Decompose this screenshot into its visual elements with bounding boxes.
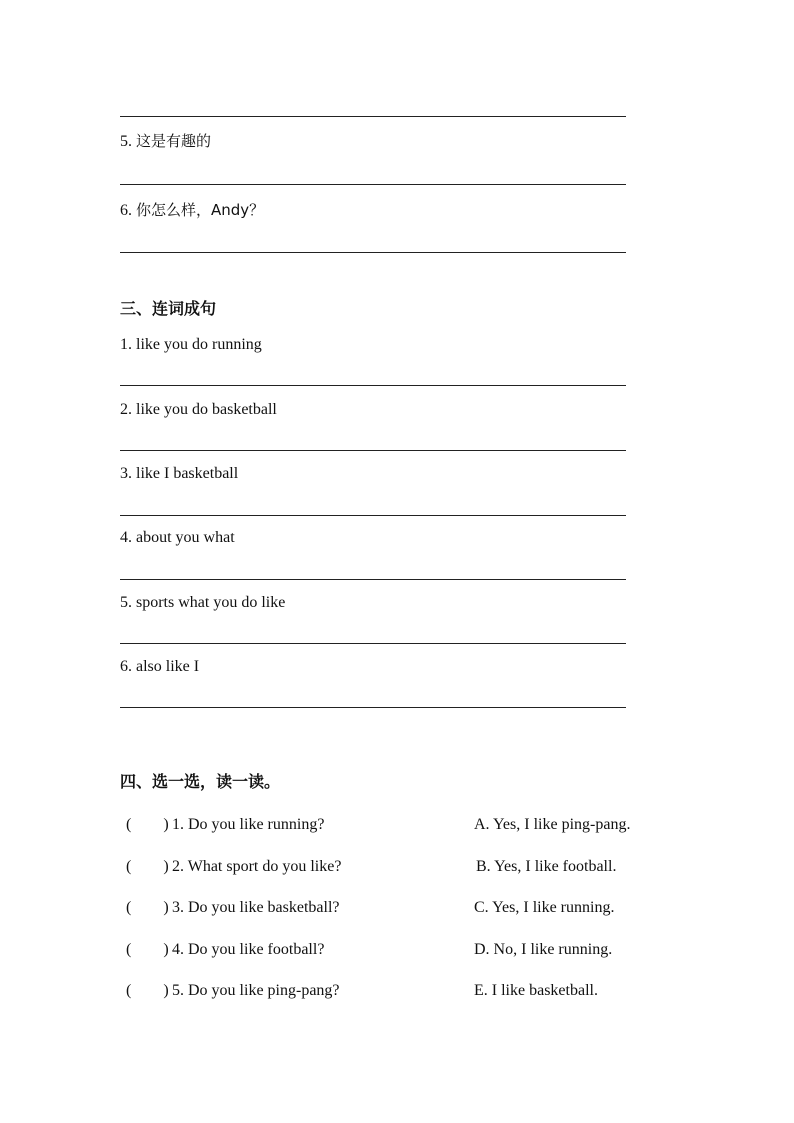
word-order-item-3: 3. like I basketball bbox=[120, 465, 239, 482]
section-4-title: 四、选一选，读一读。 bbox=[120, 772, 281, 791]
answer-blank[interactable]: ( ) bbox=[126, 858, 169, 875]
answer-blank[interactable]: ( ) bbox=[126, 816, 169, 833]
match-answer-d: D. No, I like running. bbox=[474, 941, 613, 958]
translate-item-6: 6. 你怎么样，Andy？ bbox=[120, 201, 265, 219]
answer-line[interactable] bbox=[120, 116, 626, 117]
answer-line[interactable] bbox=[120, 579, 626, 580]
word-order-item-4: 4. about you what bbox=[120, 529, 235, 546]
answer-line[interactable] bbox=[120, 707, 626, 708]
answer-line[interactable] bbox=[120, 385, 626, 386]
answer-line[interactable] bbox=[120, 515, 626, 516]
translate-item-5: 5. 这是有趣的 bbox=[120, 132, 212, 150]
match-answer-e: E. I like basketball. bbox=[474, 982, 598, 999]
match-question-2: 2. What sport do you like? bbox=[172, 858, 342, 875]
answer-line[interactable] bbox=[120, 252, 626, 253]
match-question-5: 5. Do you like ping-pang? bbox=[172, 982, 340, 999]
word-order-item-1: 1. like you do running bbox=[120, 336, 262, 353]
answer-blank[interactable]: ( ) bbox=[126, 899, 169, 916]
section-3-title: 三、连词成句 bbox=[120, 299, 217, 318]
answer-line[interactable] bbox=[120, 450, 626, 451]
word-order-item-5: 5. sports what you do like bbox=[120, 594, 286, 611]
match-answer-c: C. Yes, I like running. bbox=[474, 899, 615, 916]
word-order-item-2: 2. like you do basketball bbox=[120, 401, 277, 418]
answer-blank[interactable]: ( ) bbox=[126, 982, 169, 999]
match-question-3: 3. Do you like basketball? bbox=[172, 899, 340, 916]
answer-blank[interactable]: ( ) bbox=[126, 941, 169, 958]
answer-line[interactable] bbox=[120, 643, 626, 644]
answer-line[interactable] bbox=[120, 184, 626, 185]
match-answer-a: A. Yes, I like ping-pang. bbox=[474, 816, 631, 833]
match-question-1: 1. Do you like running? bbox=[172, 816, 325, 833]
word-order-item-6: 6. also like I bbox=[120, 658, 200, 675]
match-question-4: 4. Do you like football? bbox=[172, 941, 325, 958]
match-answer-b: B. Yes, I like football. bbox=[476, 858, 617, 875]
